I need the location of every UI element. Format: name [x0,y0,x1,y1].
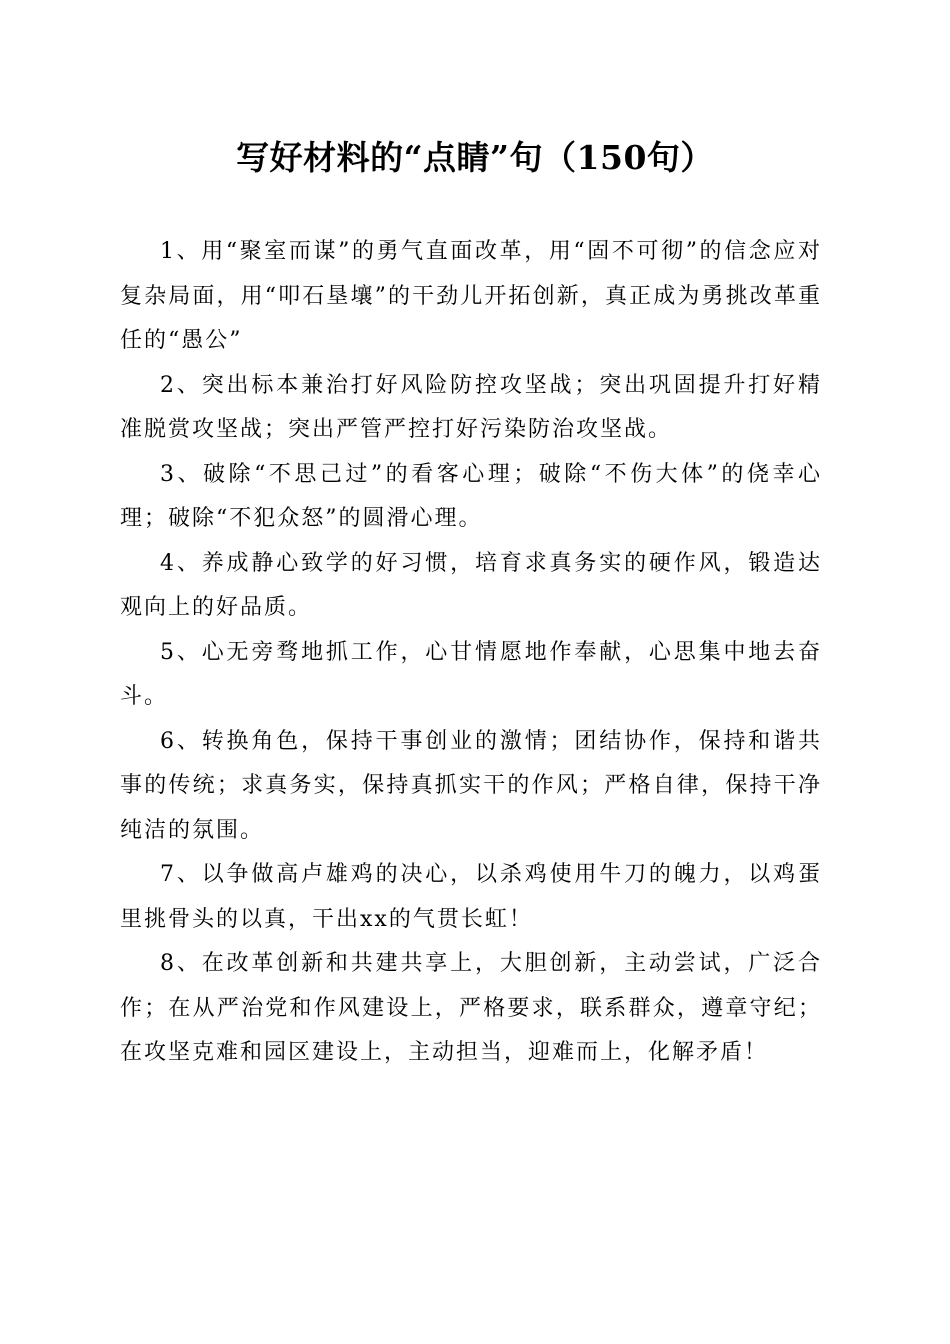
paragraph-5: 5、心无旁骛地抓工作，心甘情愿地作奉献，心思集中地去奋斗。 [120,639,822,709]
paragraph-1: 1、用“聚室而谋”的勇气直面改革，用“固不可彻”的信念应对复杂局面，用“叩石垦壤”的干劲儿开拓创新，真正成为勇挑改革重任的“愚公” [120,239,822,353]
paragraph-2: 2、突出标本兼治打好风险防控攻坚战；突出巩固提升打好精准脱赏攻坚战；突出严管严控打好污染防治攻坚战。 [120,372,822,442]
paragraph-4: 4、养成静心致学的好习惯，培育求真务实的硬作风，锻造达观向上的好品质。 [120,550,822,620]
paragraph-7: 7、以争做高卢雄鸡的决心，以杀鸡使用牛刀的魄力，以鸡蛋里挑骨头的以真，干出xx的气贯长虹！ [120,862,822,932]
document-body [120,230,822,1076]
document-title: 写好材料的“点睛”句（150句） [236,138,714,177]
paragraph-3: 3、破除“不思己过”的看客心理；破除“不伤大体”的侥幸心理；破除“不犯众怒”的圆滑心理。 [120,461,822,531]
paragraph-8: 8、在改革创新和共建共享上，大胆创新，主动尝试，广泛合作；在从严治党和作风建设上，严格要求，联系群众，遵章守纪；在攻坚克难和园区建设上，主动担当，迎难而上，化解矛盾！ [120,951,822,1065]
paragraph-6: 6、转换角色，保持干事创业的激情；团结协作，保持和谐共事的传统；求真务实，保持真抓实干的作风；严格自律，保持干净纯洁的氛围。 [120,728,822,843]
